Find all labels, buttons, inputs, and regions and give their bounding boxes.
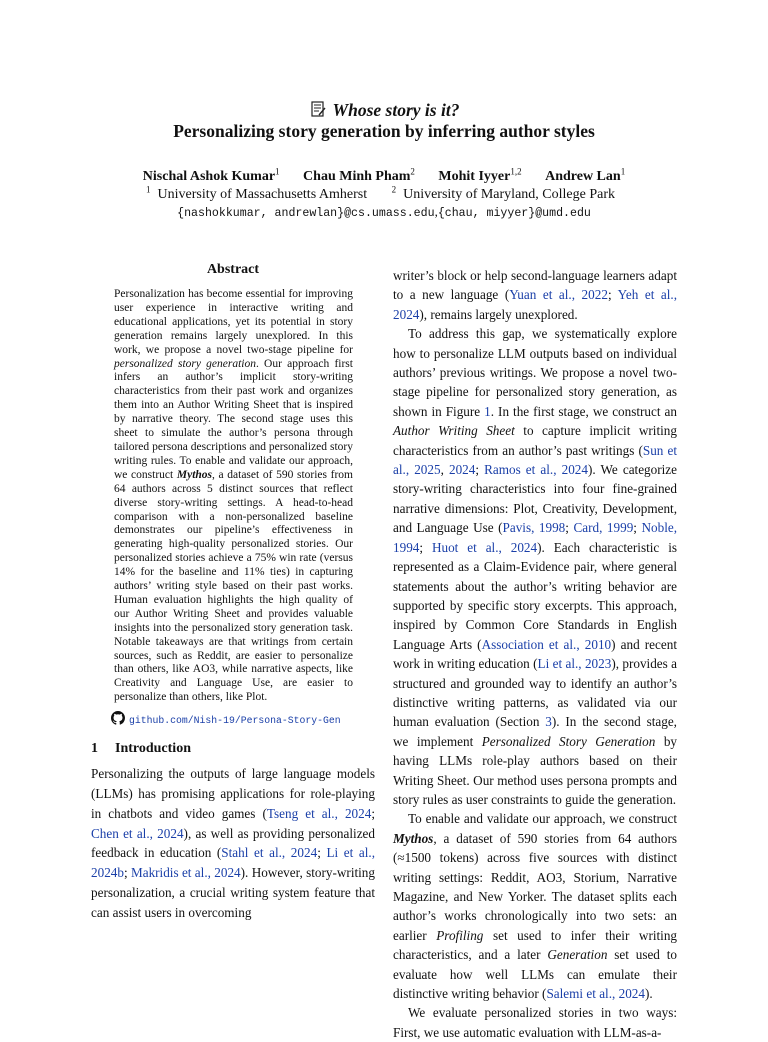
affiliation-1: $^1$ University of Massachusetts Amherst [146,184,368,202]
affiliation-2: $^2$ University of Maryland, College Park [391,184,615,202]
citation-link[interactable]: Stahl et al., 2024 [221,845,318,861]
citation-link[interactable]: Chen et al., 2024 [91,825,184,841]
citation-link[interactable]: Huot et al., 2024 [431,539,538,555]
title-line1-text: Whose story is it? [332,100,460,120]
abstract-body: Personalization has become essential for improving user experience in interactive writing and educational applications, yet its potential in story generation remains largely unexplored. In this work, we propose a novel two-stage pipeline for personalized story generation. Our approach first infers an author’s implicit story-writing characteristics from their past work and organizes them into an Author Writing Sheet that is inspired by narrative theory. The second stage uses this sheet to simulate the author’s persona through tailored persona descriptions and personalized story writing rules. To enable and validate our approach, we construct Mythos, a dataset of 590 stories from 64 authors across 5 distinct sources that reflect diverse story-writing settings. A head-to-head comparison with a non-personalized baseline demonstrates our pipeline’s effectiveness in generating high-quality personalized stories. Our personalized stories achieve a 75% win rate (versus 14% for the baseline and 11% ties) in capturing authors’ writing style based on their past works. Human evaluation highlights the high quality of our Author Writing Sheet and provides valuable insights into the personalized story generation task. Notable takeaways are that writings from certain sources, such as Reddit, are easier to personalize than others, like AO3, while narrative aspects, like Creativity and Language Use, are easier to personalize than others, like Plot. [114,288,353,704]
dataset-name: Mythos [176,468,213,481]
citation-link[interactable]: Makridis et al., 2024 [130,865,241,881]
figure-ref-link[interactable]: 1 [484,403,491,419]
author-2: Chau Minh Pham$^2$ [303,166,415,184]
abstract-emphasis: personalized story generation [114,357,256,370]
email-group-2[interactable]: {chau, miyyer}@umd.edu [437,207,591,220]
citation-link[interactable]: Yuan et al., 2022 [509,287,608,303]
right-column [393,266,677,1042]
intro-paragraph-3: To enable and validate our approach, we construct Mythos, a dataset of 590 stories from 64 authors (≈1500 tokens) across five sources with distinct writing settings: Reddit, AO3, Storium, Narrative Magazine, and New Yorker. The dataset splits each author’s works chronologically into two sets: an earlier Profiling set used to infer their writing characteristics, and a later Generation set used to evaluate how well LLMs can emulate their distinctive writing behavior (Salemi et al., 2024). [393,811,678,1002]
citation-link[interactable]: Noble, 1994 [393,520,678,555]
section-heading-introduction: 1 Introduction [91,741,191,757]
citation-link[interactable]: Association et al., 2010 [481,636,612,652]
author-3: Mohit Iyyer$^{1,2}$ [438,166,522,184]
author-1: Nischal Ashok Kumar$^1$ [142,166,280,184]
section-ref-link[interactable]: 3 [545,714,552,730]
citation-link[interactable]: Tseng et al., 2024 [266,805,372,821]
author-list [0,166,768,185]
citation-link[interactable]: Li et al., 2024b [91,845,375,881]
paper-title-line2: Personalizing story generation by inferring author styles [173,121,595,141]
citation-link[interactable]: Card, 1999 [573,520,634,536]
github-icon [111,711,125,725]
repo-link[interactable]: github.com/Nish-19/Persona-Story-Gen [129,715,341,727]
citation-link[interactable]: Sun et al., 2025 [393,442,677,478]
affiliations [0,184,768,203]
repo-link-row [111,711,375,726]
dataset-name: Mythos [393,830,434,846]
author-4: Andrew Lan$^1$ [545,166,626,184]
citation-link[interactable]: Pavis, 1998 [502,520,566,536]
citation-link[interactable]: 2024 [448,462,476,478]
citation-link[interactable]: Ramos et al., 2024 [484,462,588,478]
email-separator: , [434,204,438,219]
scroll-icon [309,100,327,118]
paper-title-line1 [0,100,768,121]
citation-link[interactable]: Salemi et al., 2024 [546,986,645,1002]
citation-link[interactable]: Yeh et al., 2024 [393,287,678,322]
abstract-heading: Abstract [206,262,260,277]
email-group-1[interactable]: {nashokkumar, andrewlan}@cs.umass.edu [177,207,435,220]
intro-paragraph-1: Personalizing the outputs of large language models (LLMs) has promising applications for role-playing in chatbots and video games (Tseng et al., 2024; Chen et al., 2024), as well as providing personalized feedback in education (Stahl et al., 2024; Li et al., 2024b; Makridis et al., 2024). However, story-writing personalization, a crucial writing system feature that can assist users in overcoming [91,766,375,920]
intro-paragraph-1-continued: writer’s block or help second-language learners adapt to a new language (Yuan et al., 2022; Yeh et al., 2024), remains largely unexplored. [393,268,678,322]
left-column [91,262,375,923]
intro-paragraph-4: We evaluate personalized stories in two ways: First, we use automatic evaluation with LLM-as-a- [393,1005,677,1040]
author-emails [0,204,768,220]
citation-link[interactable]: Li et al., 2023 [537,656,612,672]
intro-paragraph-2: To address this gap, we systematically explore how to personalize LLM outputs based on individual authors’ previous writings. We propose a novel two-stage pipeline for personalized story generation, as shown in Figure 1. In the first stage, we construct an Author Writing Sheet to capture implicit writing characteristics from an author’s past writings (Sun et al., 2025, 2024; Ramos et al., 2024). We categorize story-writing characteristics into four fine-grained narrative dimensions: Plot, Creativity, Development, and Language Use (Pavis, 1998; Card, 1999; Noble, 1994; Huot et al., 2024). Each characteristic is represented as a Claim-Evidence pair, where general statements about the author’s writing behavior are supported by specific story excerpts. This approach, inspired by Common Core Standards in English Language Arts (Association et al., 2010) and recent work in writing education (Li et al., 2023), provides a structured and grounded way to identify an author’s distinctive writing patterns, as validated via our human evaluation (Section 3). In the second stage, we implement Personalized Story Generation by having LLMs role-play authors based on their Writing Sheet. Our method uses persona prompts and story rules as user constraints to guide the generation. [393,326,678,807]
